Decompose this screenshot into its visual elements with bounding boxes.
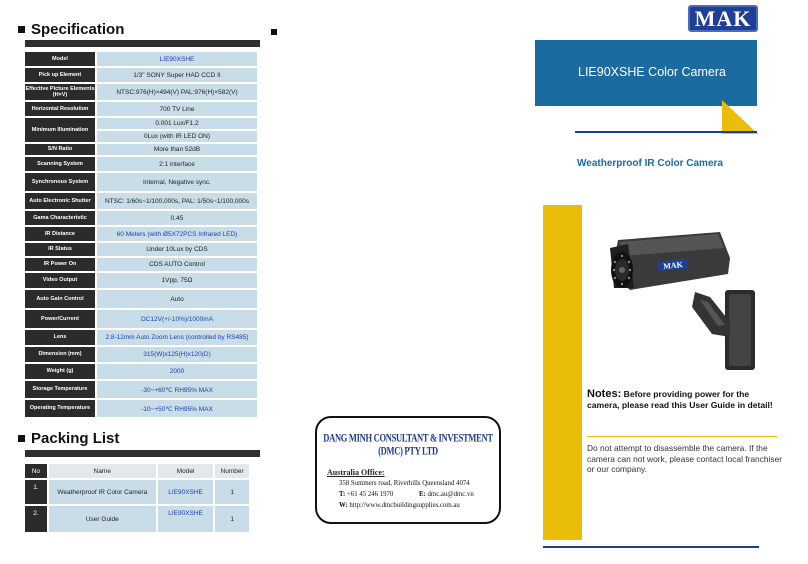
spec-label: Effective Picture Elements (H×V) (25, 85, 95, 98)
spec-label: Auto Electronic Shutter (25, 193, 95, 209)
spec-row (25, 84, 257, 100)
spec-values (97, 173, 257, 191)
spec-label: S/N Ratio (25, 144, 95, 155)
spec-row (25, 290, 257, 308)
spec-row (25, 347, 257, 362)
spec-row (25, 52, 257, 66)
column-header: No (25, 464, 47, 478)
camera-image (600, 222, 780, 382)
spec-row (25, 144, 257, 155)
spec-value: -10~+50℃ RH95% MAX (97, 400, 257, 417)
company-address-box (315, 416, 501, 524)
spec-value: 2000 (97, 364, 257, 379)
notes-label: Notes (587, 388, 618, 400)
item-number: 1 (215, 506, 249, 532)
company-name: DANG MINH CONSULTANT & INVESTMENT (DMC) PTY LTD (323, 431, 493, 457)
packing-list-heading: Packing List (18, 430, 119, 447)
spec-row (25, 243, 257, 256)
spec-value: 315(W)x125(H)x120(D) (97, 347, 257, 362)
spec-row (25, 310, 257, 328)
row-number: 2. (25, 506, 47, 532)
heading-rule (25, 450, 260, 457)
spec-label: Operating Temperature (25, 400, 95, 417)
spec-value: Internal, Negative sync. (97, 173, 257, 191)
spec-row (25, 381, 257, 398)
specification-table (25, 52, 257, 419)
spec-values (97, 243, 257, 256)
email-address[interactable]: dmc.au@dmc.vn (427, 491, 474, 498)
notes-body: Do not attempt to disassemble the camera. If the camera can not work, please contact local franchiser or our company. (587, 443, 783, 474)
spec-label: Lens (25, 330, 95, 345)
phone-email-line: T: +61 45 246 1970 E: dmc.au@dmc.vn (339, 491, 474, 498)
spec-label: Storage Temperature (25, 381, 95, 398)
spec-values (97, 381, 257, 398)
spec-row (25, 173, 257, 191)
spec-label: IR Distance (25, 227, 95, 241)
street-address: 358 Summers road, Riverhills Queensland 4074 (339, 480, 470, 487)
spec-label: IR Status (25, 243, 95, 256)
spec-label: Pick up Element (25, 68, 95, 82)
specification-heading: Specification (18, 21, 124, 38)
spec-label: Synchronous System (25, 173, 95, 191)
website-link[interactable]: http://www.dmcbuildingsupplies.com.au (349, 502, 460, 509)
spec-row (25, 102, 257, 116)
packing-table (25, 464, 249, 534)
bullet-square-icon (18, 435, 25, 442)
spec-value: DC12V(+/-10%)/1000mA (97, 310, 257, 328)
spec-value: 700 TV Line (97, 102, 257, 116)
item-number: 1 (215, 480, 249, 504)
spec-row (25, 273, 257, 288)
spec-values (97, 68, 257, 82)
spec-values (97, 364, 257, 379)
spec-values (97, 310, 257, 328)
spec-row (25, 193, 257, 209)
spec-value: LIE90XSHE (97, 52, 257, 66)
spec-label: IR Power On (25, 258, 95, 271)
spec-label: Gama Characteristic (25, 211, 95, 225)
mak-logo: MAK (688, 5, 758, 32)
spec-value: Under 10Lux by CDS (97, 243, 257, 256)
spec-label: Model (25, 52, 95, 66)
spec-row (25, 157, 257, 171)
column-header: Model (158, 464, 213, 478)
item-model: LIE90XSHE (158, 506, 213, 532)
banner-underline (575, 131, 757, 133)
spec-values (97, 144, 257, 155)
spec-value: 1Vpp, 75Ω (97, 273, 257, 288)
spec-value: More than 52dB (97, 144, 257, 155)
spec-values (97, 330, 257, 345)
spec-value: -30~+60℃ RH95% MAX (97, 381, 257, 398)
spec-value: 1/3" SONY Super HAD CCD II (97, 68, 257, 82)
table-row (25, 506, 249, 532)
spec-value: 0.45 (97, 211, 257, 225)
spec-label: Weight (g) (25, 364, 95, 379)
column-header: Name (49, 464, 156, 478)
bullet-square-icon (18, 26, 25, 33)
bullet-square-icon (271, 29, 277, 35)
spec-label: Video Output (25, 273, 95, 288)
spec-row (25, 211, 257, 225)
spec-row (25, 118, 257, 142)
spec-label: Dimension (mm) (25, 347, 95, 362)
item-name: Weatherproof IR Color Camera (49, 480, 156, 504)
spec-value: 60 Meters (with Ø5X72PCS Infrared LED) (97, 227, 257, 241)
spec-label: Minimum Illumination (25, 118, 95, 142)
spec-value: CDS AUTO Control (97, 258, 257, 271)
spec-value: 2.8-12mm Auto Zoom Lens (controlled by RS485) (97, 330, 257, 345)
spec-values (97, 102, 257, 116)
spec-row (25, 364, 257, 379)
yellow-corner-triangle (722, 100, 758, 134)
item-model: LIE90XSHE (158, 480, 213, 504)
table-header-row (25, 464, 249, 478)
spec-values (97, 227, 257, 241)
notes-divider (587, 436, 777, 437)
table-row (25, 480, 249, 504)
spec-row (25, 330, 257, 345)
spec-value: NTSC:976(H)×494(V) PAL:976(H)×582(V) (97, 84, 257, 100)
bottom-rule (543, 546, 759, 548)
spec-value: 0Lux (with IR LED ON) (97, 131, 257, 142)
spec-row (25, 258, 257, 271)
product-title: LIE90XSHE Color Camera (578, 65, 726, 79)
camera-logo-label: MAK (662, 260, 684, 271)
spec-values (97, 84, 257, 100)
spec-values (97, 290, 257, 308)
spec-values (97, 273, 257, 288)
spec-values (97, 211, 257, 225)
heading-rule (25, 40, 260, 47)
spec-label: Power/Current (25, 310, 95, 328)
spec-value: 2:1 interface (97, 157, 257, 171)
spec-row (25, 227, 257, 241)
notes-header: Notes: Before providing power for the camera, please read this User Guide in detail! (587, 388, 773, 410)
spec-values (97, 347, 257, 362)
spec-row (25, 68, 257, 82)
spec-values (97, 52, 257, 66)
spec-label: Auto Gain Control (25, 290, 95, 308)
spec-values (97, 118, 257, 142)
yellow-accent-bar (543, 205, 582, 540)
office-label: Australia Office: (327, 468, 385, 477)
spec-values (97, 157, 257, 171)
spec-value: 0.001 Lux/F1.2 (97, 118, 257, 129)
notes-warning: Before providing power for the camera, please read this User Guide in detail! (587, 389, 773, 410)
spec-values (97, 193, 257, 209)
product-subtitle: Weatherproof IR Color Camera (577, 158, 723, 169)
spec-value: Auto (97, 290, 257, 308)
spec-values (97, 258, 257, 271)
phone-number: +61 45 246 1970 (347, 491, 394, 498)
website-line: W: http://www.dmcbuildingsupplies.com.au (339, 502, 460, 509)
spec-label: Horizontal Resolution (25, 102, 95, 116)
spec-values (97, 400, 257, 417)
column-header: Number (215, 464, 249, 478)
spec-row (25, 400, 257, 417)
spec-label: Scanning System (25, 157, 95, 171)
spec-value: NTSC: 1/60s~1/100,000s, PAL: 1/50s~1/100,000s (97, 193, 257, 209)
item-name: User Guide (49, 506, 156, 532)
row-number: 1. (25, 480, 47, 504)
